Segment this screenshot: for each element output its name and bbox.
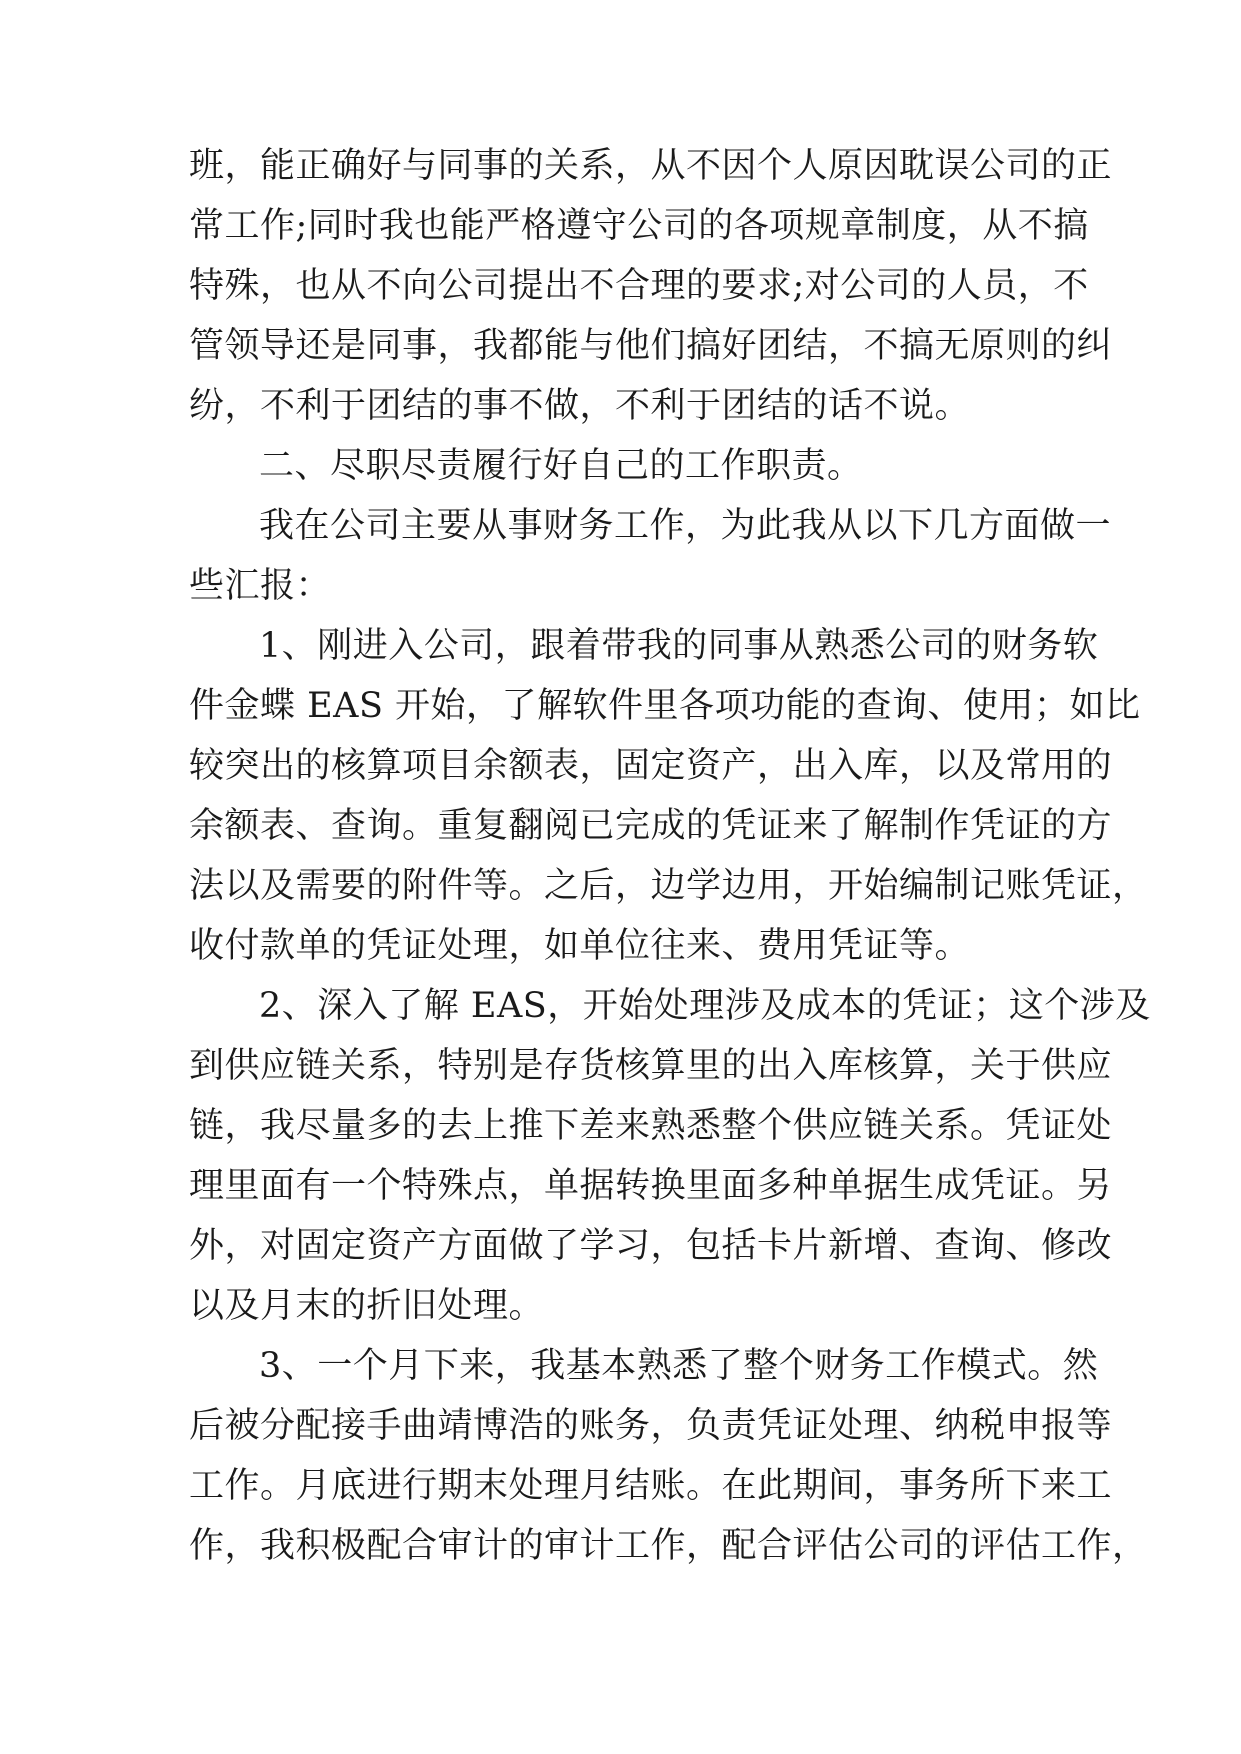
text-line: 链，我尽量多的去上推下差来熟悉整个供应链关系。凭证处: [189, 1106, 1113, 1146]
paragraph-item-2: [189, 976, 1151, 1336]
text-line: 班，能正确好与同事的关系，从不因个人原因耽误公司的正: [189, 146, 1113, 186]
text-line: 管领导还是同事，我都能与他们搞好团结，不搞无原则的纠: [189, 326, 1113, 366]
text-line: 余额表、查询。重复翻阅已完成的凭证来了解制作凭证的方: [189, 806, 1113, 846]
paragraph-colleague-relations: [189, 136, 1113, 436]
text-line: 以及月末的折旧处理。: [189, 1286, 545, 1326]
text-line: 到供应链关系，特别是存货核算里的出入库核算，关于供应: [189, 1046, 1113, 1086]
paragraph-item-1: [189, 616, 1148, 976]
text-line: 后被分配接手曲靖博浩的账务，负责凭证处理、纳税申报等: [189, 1406, 1113, 1446]
text-line: 3、一个月下来，我基本熟悉了整个财务工作模式。然: [259, 1346, 1099, 1386]
text-line: 较突出的核算项目余额表，固定资产，出入库，以及常用的: [189, 746, 1113, 786]
document-body: [189, 136, 1151, 1576]
text-line: 纷，不利于团结的事不做，不利于团结的话不说。: [189, 386, 971, 426]
text-line: 特殊，也从不向公司提出不合理的要求;对公司的人员，不: [189, 266, 1089, 306]
text-line: 法以及需要的附件等。之后，边学边用，开始编制记账凭证，: [189, 866, 1148, 906]
text-line: 1、刚进入公司，跟着带我的同事从熟悉公司的财务软: [259, 626, 1099, 666]
heading-line: 二、尽职尽责履行好自己的工作职责。: [259, 446, 863, 486]
text-line: 工作。月底进行期末处理月结账。在此期间，事务所下来工: [189, 1466, 1113, 1506]
text-line: 些汇报：: [189, 566, 332, 606]
text-line: 理里面有一个特殊点，单据转换里面多种单据生成凭证。另: [189, 1166, 1113, 1206]
paragraph-finance-intro: [189, 496, 1112, 616]
text-line: 常工作;同时我也能严格遵守公司的各项规章制度，从不搞: [189, 206, 1089, 246]
text-line: 作，我积极配合审计的审计工作，配合评估公司的评估工作，: [189, 1526, 1148, 1566]
text-line: 件金蝶 EAS 开始，了解软件里各项功能的查询、使用；如比: [189, 686, 1141, 726]
section-heading-duties: [189, 436, 1059, 496]
text-line: 收付款单的凭证处理，如单位往来、费用凭证等。: [189, 926, 971, 966]
text-line: 我在公司主要从事财务工作，为此我从以下几方面做一: [259, 506, 1112, 546]
text-line: 2、深入了解 EAS，开始处理涉及成本的凭证；这个涉及: [259, 986, 1151, 1026]
paragraph-item-3: [189, 1336, 1148, 1576]
text-line: 外，对固定资产方面做了学习，包括卡片新增、查询、修改: [189, 1226, 1113, 1266]
